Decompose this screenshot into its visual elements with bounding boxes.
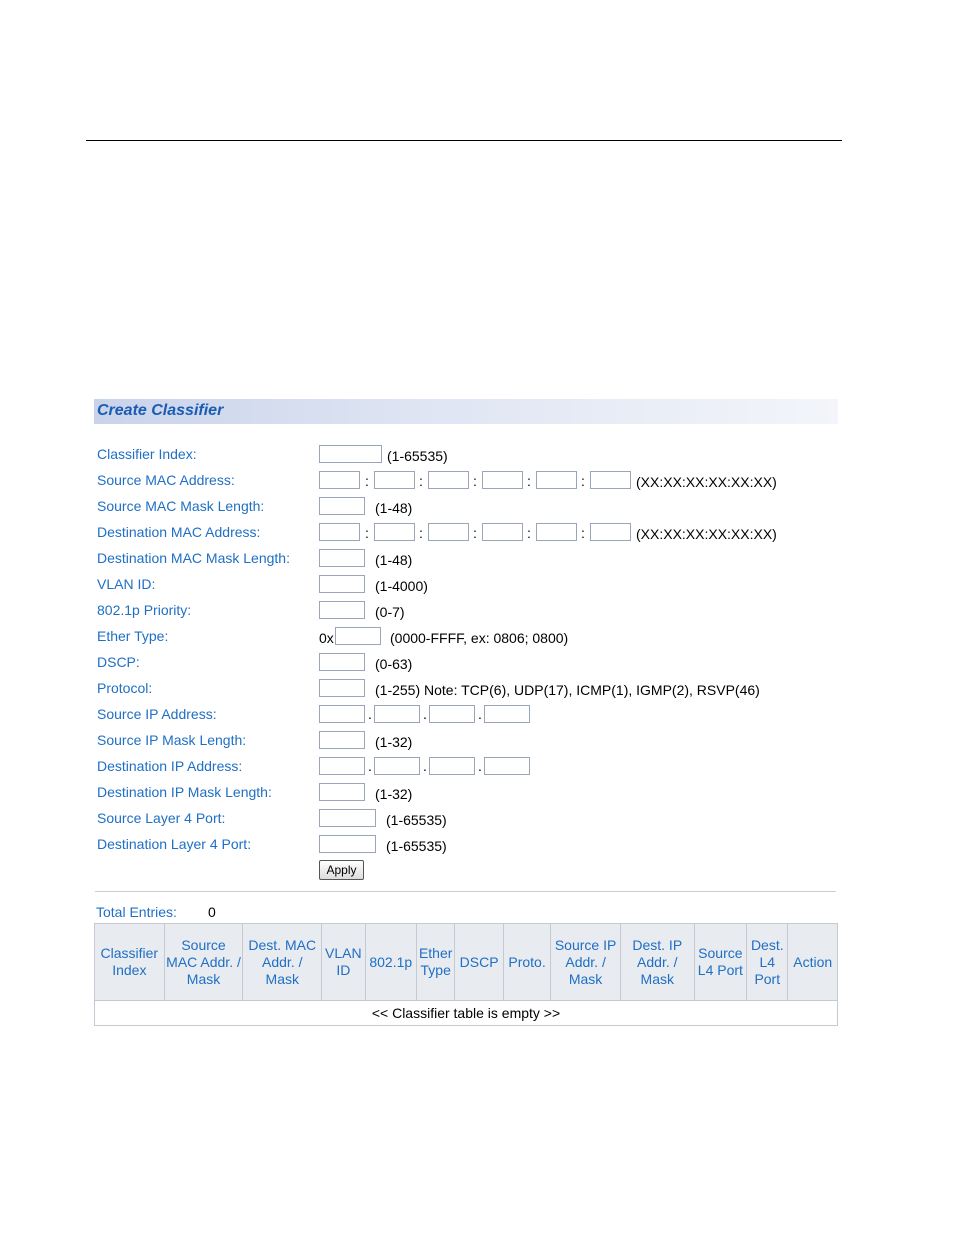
- dest-l4-port-hint: (1-65535): [386, 838, 447, 854]
- source-mac-mask-input[interactable]: [319, 497, 365, 515]
- protocol-hint: (1-255) Note: TCP(6), UDP(17), ICMP(1), IGMP(2), RSVP(46): [375, 682, 760, 698]
- col-dest-ip: Dest. IP Addr. / Mask: [620, 924, 694, 1001]
- ether-type-hint: (0000-FFFF, ex: 0806; 0800): [390, 630, 569, 646]
- vlan-id-label: VLAN ID:: [97, 576, 156, 592]
- panel-header: [94, 399, 838, 424]
- col-dscp: DSCP: [455, 924, 503, 1001]
- ip-separator: .: [478, 758, 482, 774]
- dscp-label: DSCP:: [97, 654, 140, 670]
- protocol-label: Protocol:: [97, 680, 153, 696]
- mac-separator: :: [419, 525, 423, 541]
- col-dest-l4-port: Dest. L4 Port: [747, 924, 788, 1001]
- col-proto: Proto.: [503, 924, 550, 1001]
- table-row: [95, 1001, 838, 1026]
- ip-separator: .: [368, 706, 372, 722]
- source-ip-octet-2[interactable]: [374, 705, 420, 723]
- priority-input[interactable]: [319, 601, 365, 619]
- dest-mac-octet-4[interactable]: [482, 523, 523, 541]
- mac-separator: :: [473, 473, 477, 489]
- classifier-index-input[interactable]: [319, 445, 382, 463]
- classifier-index-label: Classifier Index:: [97, 446, 197, 462]
- dscp-hint: (0-63): [375, 656, 413, 672]
- source-ip-label: Source IP Address:: [97, 706, 217, 722]
- col-source-l4-port: Source L4 Port: [694, 924, 746, 1001]
- ip-separator: .: [423, 758, 427, 774]
- dest-l4-port-label: Destination Layer 4 Port:: [97, 836, 252, 852]
- ip-separator: .: [368, 758, 372, 774]
- mac-separator: :: [473, 525, 477, 541]
- dest-ip-octet-2[interactable]: [374, 757, 420, 775]
- source-mac-mask-label: Source MAC Mask Length:: [97, 498, 265, 514]
- dest-l4-port-input[interactable]: [319, 835, 376, 853]
- col-classifier-index: Classifier Index: [95, 924, 165, 1001]
- dest-mac-label: Destination MAC Address:: [97, 524, 261, 540]
- source-ip-mask-input[interactable]: [319, 731, 365, 749]
- mac-separator: :: [527, 473, 531, 489]
- classifier-index-hint: (1-65535): [387, 448, 448, 464]
- priority-hint: (0-7): [375, 604, 405, 620]
- vlan-id-hint: (1-4000): [375, 578, 428, 594]
- dest-mac-mask-hint: (1-48): [375, 552, 413, 568]
- mac-separator: :: [527, 525, 531, 541]
- dest-mac-mask-label: Destination MAC Mask Length:: [97, 550, 290, 566]
- classifier-table: [94, 923, 838, 1026]
- mac-separator: :: [581, 473, 585, 489]
- table-header-row: [95, 924, 838, 1001]
- source-ip-mask-hint: (1-32): [375, 734, 413, 750]
- dest-mac-mask-input[interactable]: [319, 549, 365, 567]
- dest-ip-octet-3[interactable]: [429, 757, 475, 775]
- dest-mac-hint: (XX:XX:XX:XX:XX:XX): [636, 526, 777, 542]
- mac-separator: :: [365, 525, 369, 541]
- dest-mac-octet-6[interactable]: [590, 523, 631, 541]
- col-vlan-id: VLAN ID: [322, 924, 365, 1001]
- mac-separator: :: [419, 473, 423, 489]
- table-empty-message: << Classifier table is empty >>: [95, 1001, 838, 1026]
- page-top-rule: [86, 140, 842, 141]
- source-ip-octet-4[interactable]: [484, 705, 530, 723]
- priority-label: 802.1p Priority:: [97, 602, 192, 618]
- source-l4-port-hint: (1-65535): [386, 812, 447, 828]
- source-mac-octet-3[interactable]: [428, 471, 469, 489]
- col-dest-mac: Dest. MAC Addr. / Mask: [243, 924, 322, 1001]
- source-mac-octet-4[interactable]: [482, 471, 523, 489]
- vlan-id-input[interactable]: [319, 575, 365, 593]
- protocol-input[interactable]: [319, 679, 365, 697]
- source-mac-octet-1[interactable]: [319, 471, 360, 489]
- source-mac-octet-6[interactable]: [590, 471, 631, 489]
- col-action: Action: [788, 924, 838, 1001]
- mac-separator: :: [581, 525, 585, 541]
- dest-ip-mask-input[interactable]: [319, 783, 365, 801]
- source-mac-hint: (XX:XX:XX:XX:XX:XX): [636, 474, 777, 490]
- ip-separator: .: [478, 706, 482, 722]
- source-mac-octet-5[interactable]: [536, 471, 577, 489]
- mac-separator: :: [365, 473, 369, 489]
- ether-type-input[interactable]: [335, 627, 381, 645]
- dscp-input[interactable]: [319, 653, 365, 671]
- panel-title: Create Classifier: [97, 402, 224, 419]
- source-l4-port-label: Source Layer 4 Port:: [97, 810, 226, 826]
- section-divider: [95, 891, 836, 892]
- col-source-ip: Source IP Addr. / Mask: [551, 924, 621, 1001]
- dest-ip-label: Destination IP Address:: [97, 758, 243, 774]
- col-ether-type: Ether Type: [417, 924, 455, 1001]
- ether-type-label: Ether Type:: [97, 628, 169, 644]
- source-mac-octet-2[interactable]: [374, 471, 415, 489]
- ether-type-prefix: 0x: [319, 630, 334, 646]
- dest-ip-octet-4[interactable]: [484, 757, 530, 775]
- source-mac-label: Source MAC Address:: [97, 472, 235, 488]
- source-l4-port-input[interactable]: [319, 809, 376, 827]
- total-entries-label: Total Entries:: [96, 904, 177, 920]
- apply-button[interactable]: Apply: [319, 860, 364, 880]
- source-ip-octet-1[interactable]: [319, 705, 365, 723]
- source-ip-octet-3[interactable]: [429, 705, 475, 723]
- dest-ip-octet-1[interactable]: [319, 757, 365, 775]
- total-entries-value: 0: [208, 904, 216, 920]
- source-ip-mask-label: Source IP Mask Length:: [97, 732, 247, 748]
- source-mac-mask-hint: (1-48): [375, 500, 413, 516]
- dest-mac-octet-5[interactable]: [536, 523, 577, 541]
- dest-mac-octet-2[interactable]: [374, 523, 415, 541]
- dest-mac-octet-1[interactable]: [319, 523, 360, 541]
- ip-separator: .: [423, 706, 427, 722]
- dest-ip-mask-hint: (1-32): [375, 786, 413, 802]
- dest-ip-mask-label: Destination IP Mask Length:: [97, 784, 272, 800]
- col-802-1p: 802.1p: [365, 924, 416, 1001]
- dest-mac-octet-3[interactable]: [428, 523, 469, 541]
- col-source-mac: Source MAC Addr. / Mask: [164, 924, 243, 1001]
